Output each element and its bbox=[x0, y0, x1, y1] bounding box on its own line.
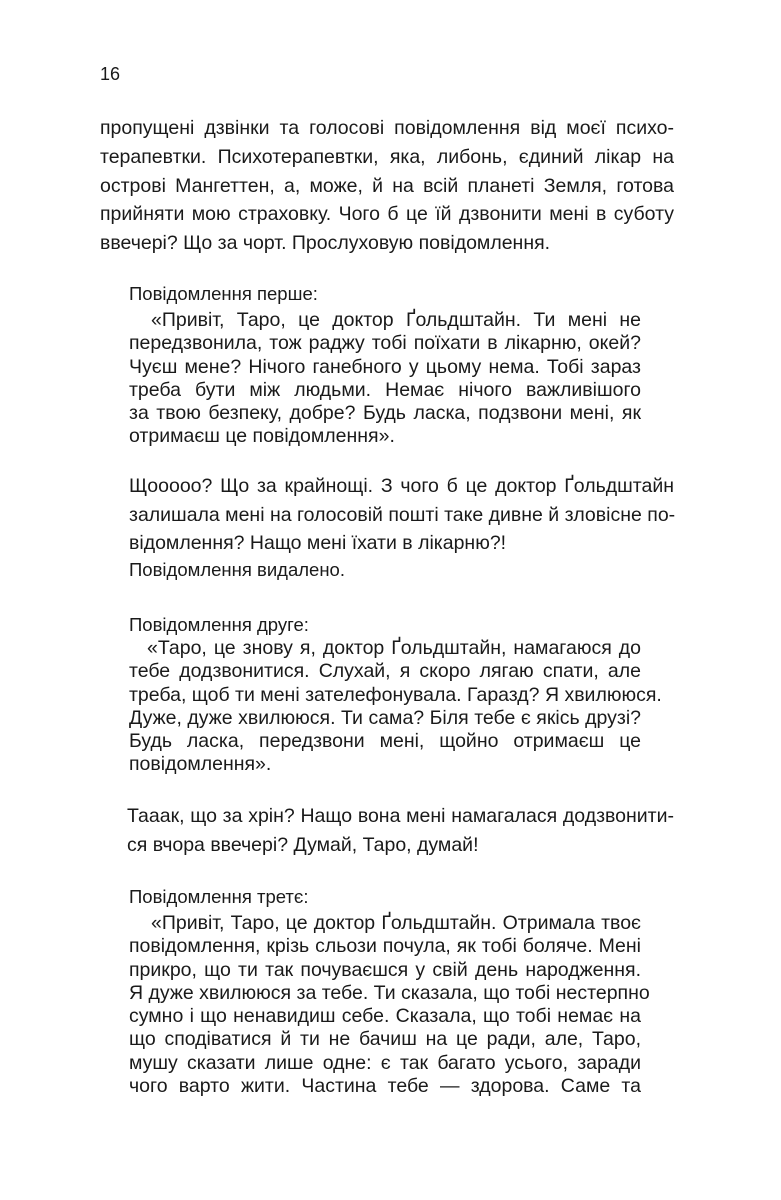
paragraph-third bbox=[127, 802, 674, 859]
text-line: тебе додзвонитися. Слухай, я скоро лягаю спати, але bbox=[129, 660, 641, 683]
text-line: чого варто жити. Частина тебе — здорова. Саме та bbox=[129, 1075, 641, 1098]
text-line: залишала мені на голосовій пошті таке дивне й зловісне по- bbox=[129, 503, 676, 526]
message-deleted: Повідомлення видалено. bbox=[129, 559, 345, 580]
quote-second bbox=[129, 637, 662, 777]
message-label-first: Повідомлення перше: bbox=[129, 283, 318, 304]
page-number: 16 bbox=[100, 64, 121, 84]
text-line: прийняти мою страховку. Чого б це їй дзвонити мені в суботу bbox=[100, 203, 674, 226]
text-line: треба бути між людьми. Немає нічого важливішого bbox=[129, 378, 641, 401]
quote-third bbox=[129, 912, 650, 1098]
text-line: Я дуже хвилююся за тебе. Ти сказала, що тобі нестерпно bbox=[129, 981, 650, 1004]
text-line: Тааак, що за хрін? Нащо вона мені намагалася додзвонити- bbox=[127, 805, 674, 827]
text-line: відомлення? Нащо мені їхати в лікарню?! bbox=[129, 532, 507, 555]
text-line: «Таро, це знову я, доктор Ґольдштайн, намагаюся до bbox=[147, 637, 641, 659]
quote-first bbox=[129, 309, 641, 449]
text-line: повідомлення, крізь сльози почула, як тобі боляче. Мені bbox=[129, 935, 641, 958]
text-line: прикро, що ти так почуваєшся у свій день народження. bbox=[129, 958, 641, 981]
text-line: треба, щоб ти мені зателефонувала. Гаразд? Я хвилююся. bbox=[129, 683, 662, 706]
text-line: Дуже, дуже хвилююся. Ти сама? Біля тебе є якісь друзі? bbox=[129, 706, 641, 729]
text-line: повідомлення». bbox=[129, 753, 272, 776]
text-line: терапевтки. Психотерапевтки, яка, либонь, єдиний лікар на bbox=[100, 145, 674, 168]
text-line: «Привіт, Таро, це доктор Ґольдштайн. Ти мені не bbox=[151, 309, 641, 331]
text-line: ся вчора ввечері? Думай, Таро, думай! bbox=[127, 833, 479, 856]
text-line: передзвонила, тож раджу тобі поїхати в лікарню, окей? bbox=[129, 332, 641, 355]
text-line: сумно і що ненавидиш себе. Сказала, що тобі немає на bbox=[129, 1005, 641, 1028]
text-line: Чуєш мене? Нічого ганебного у цьому нема. Тобі зараз bbox=[129, 355, 641, 378]
paragraph-second bbox=[129, 472, 674, 558]
text-line: що сподіватися й ти не бачиш на це ради, але, Таро, bbox=[129, 1028, 641, 1051]
text-line: Щооооо? Що за крайнощі. З чого б це доктор Ґольдштайн bbox=[129, 475, 674, 497]
text-line: острові Мангеттен, а, може, й на всій планеті Земля, готова bbox=[100, 174, 674, 197]
paragraph-intro bbox=[100, 114, 674, 258]
text-line: мушу сказати лише одне: є так багато усього, заради bbox=[129, 1051, 641, 1074]
text-line: отримаєш це повідомлення». bbox=[129, 425, 395, 448]
text-line: ввечері? Що за чорт. Прослуховую повідомлення. bbox=[100, 232, 551, 255]
message-label-third: Повідомлення третє: bbox=[129, 886, 309, 907]
message-label-second: Повідомлення друге: bbox=[129, 614, 309, 635]
text-line: пропущені дзвінки та голосові повідомлення від моєї психо- bbox=[100, 117, 674, 139]
text-line: «Привіт, Таро, це доктор Ґольдштайн. Отримала твоє bbox=[151, 912, 641, 934]
text-line: Будь ласка, передзвони мені, щойно отримаєш це bbox=[129, 730, 641, 753]
text-line: за твою безпеку, добре? Будь ласка, подзвони мені, як bbox=[129, 402, 641, 425]
